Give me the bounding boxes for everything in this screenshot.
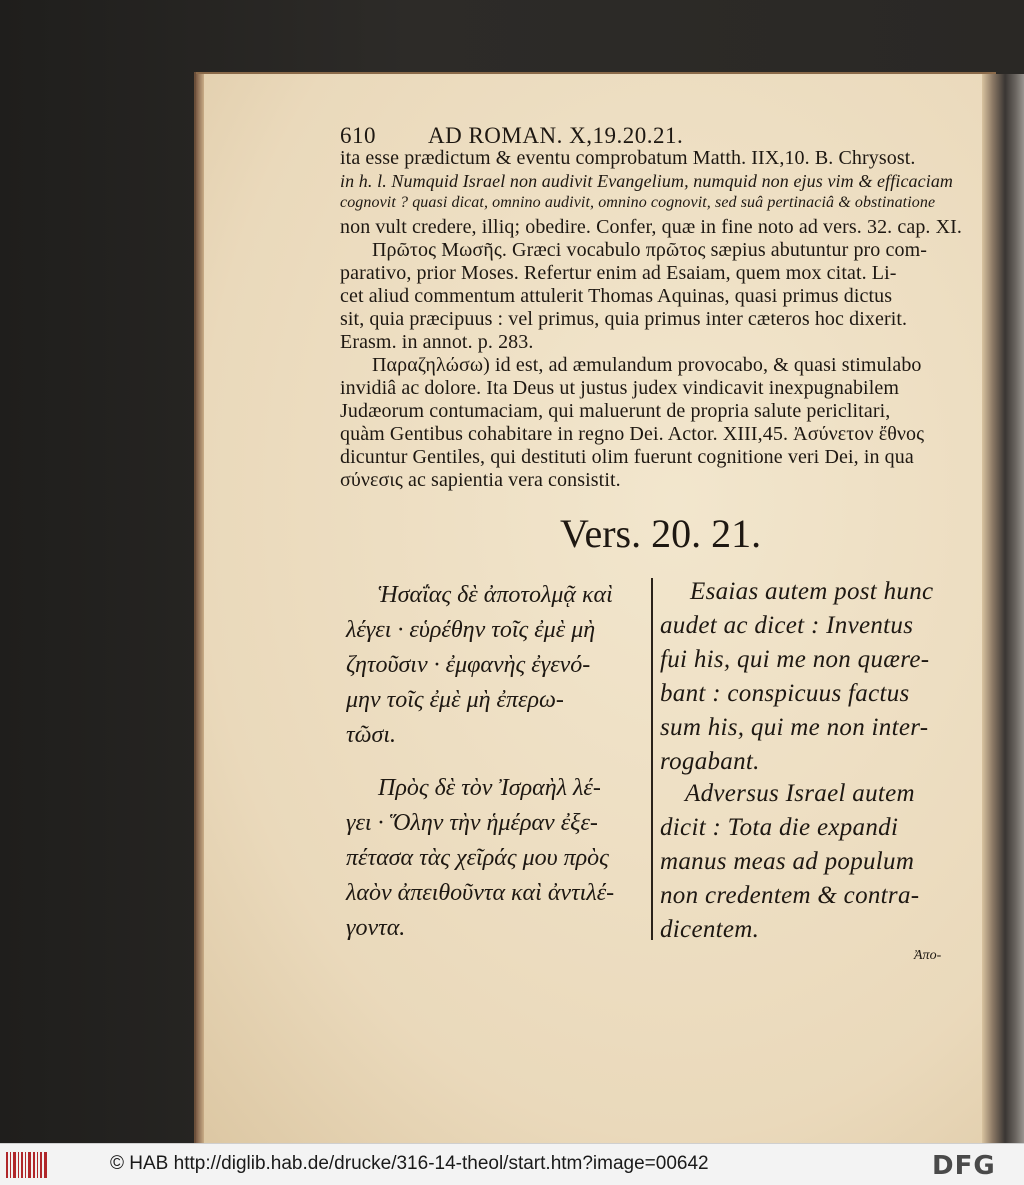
greek-line: ζητοῦσιν · ἐμφανὴς ἐγενό- xyxy=(346,652,591,678)
body-line: cet aliud commentum attulerit Thomas Aquinas, quasi primus dictus xyxy=(340,285,893,307)
running-head-title: AD ROMAN. X,19.20.21. xyxy=(428,123,684,148)
page-number: 610 xyxy=(340,123,376,148)
latin-line: manus meas ad populum xyxy=(660,848,915,875)
body-line: invidiâ ac dolore. Ita Deus ut justus judex vindicavit inexpugnabilem xyxy=(340,377,899,399)
latin-line: audet ac dicet : Inventus xyxy=(660,612,914,639)
latin-line: bant : conspicuus factus xyxy=(660,680,910,707)
greek-line: Πρὸς δὲ τὸν Ἰσραὴλ λέ- xyxy=(378,775,601,801)
body-line: Πρῶτος Μωσῆς. Græci vocabulo πρῶτος sæpius abutuntur pro com- xyxy=(372,239,928,261)
greek-line: πέτασα τὰς χεῖράς μου πρὸς xyxy=(346,845,609,871)
body-line: quàm Gentibus cohabitare in regno Dei. Actor. XIII,45. Ἀσύνετον ἔθνος xyxy=(340,423,925,445)
body-line: ita esse prædictum & eventu comprobatum Matth. IIX,10. B. Chrysost. xyxy=(340,147,916,169)
latin-line: Esaias autem post hunc xyxy=(690,578,934,605)
latin-line: Adversus Israel autem xyxy=(685,780,915,807)
greek-line: τῶσι. xyxy=(346,722,397,748)
body-line: dicuntur Gentiles, qui destituti olim fuerunt cognitione veri Dei, in qua xyxy=(340,446,914,468)
running-head xyxy=(340,123,683,149)
page-edge-right xyxy=(982,74,1024,1143)
latin-line: dicit : Tota die expandi xyxy=(660,814,899,841)
greek-line: μην τοῖς ἐμὲ μὴ ἐπερω- xyxy=(346,687,564,713)
body-line: sit, quia præcipuus : vel primus, quia primus inter cæteros hoc dixerit. xyxy=(340,308,908,330)
latin-line: fui his, qui me non quære- xyxy=(660,646,930,673)
catchword: Ἀπο- xyxy=(914,948,942,963)
body-line: σύνεσις ac sapientia vera consistit. xyxy=(340,469,621,491)
greek-line: Ἡσαΐας δὲ ἀποτολμᾷ καὶ xyxy=(378,582,613,608)
latin-line: rogabant. xyxy=(660,748,760,775)
body-line: Παραζηλώσω) id est, ad æmulandum provocabo, & quasi stimulabo xyxy=(372,354,922,376)
body-line: Judæorum contumaciam, qui maluerunt de propria salute periclitari, xyxy=(340,400,891,422)
footer-bar xyxy=(0,1143,1024,1185)
body-line: Erasm. in annot. p. 283. xyxy=(340,331,534,353)
latin-line: sum his, qui me non inter- xyxy=(660,714,929,741)
latin-line: non credentem & contra- xyxy=(660,882,920,909)
body-line: cognovit ? quasi dicat, omnino audivit, omnino cognovit, sed suâ pertinaciâ & obstinatione xyxy=(340,194,936,211)
body-line: non vult credere, illiq; obedire. Confer, quæ in fine noto ad vers. 32. cap. XI. xyxy=(340,216,963,238)
copyright-url-link[interactable]: © HAB http://diglib.hab.de/drucke/316-14-theol/start.htm?image=00642 xyxy=(110,1153,709,1174)
greek-line: γει · Ὅλην τὴν ἡμέραν ἐξε- xyxy=(346,810,598,836)
greek-line: λαὸν ἀπειθοῦντα καὶ ἀντιλέ- xyxy=(346,880,615,906)
greek-line: λέγει · εὑρέθην τοῖς ἐμὲ μὴ xyxy=(346,617,596,643)
barcode-icon xyxy=(6,1152,48,1178)
latin-line: dicentem. xyxy=(660,916,760,943)
verse-heading: Vers. 20. 21. xyxy=(560,511,762,556)
column-divider xyxy=(651,578,653,940)
greek-line: γοντα. xyxy=(346,915,406,941)
body-line: in h. l. Numquid Israel non audivit Evangelium, numquid non ejus vim & efficaciam xyxy=(340,171,954,191)
dfg-logo: DFG xyxy=(932,1151,996,1181)
body-line: parativo, prior Moses. Refertur enim ad Esaiam, quem mox citat. Li- xyxy=(340,262,897,284)
page-edge-left xyxy=(196,74,204,1143)
